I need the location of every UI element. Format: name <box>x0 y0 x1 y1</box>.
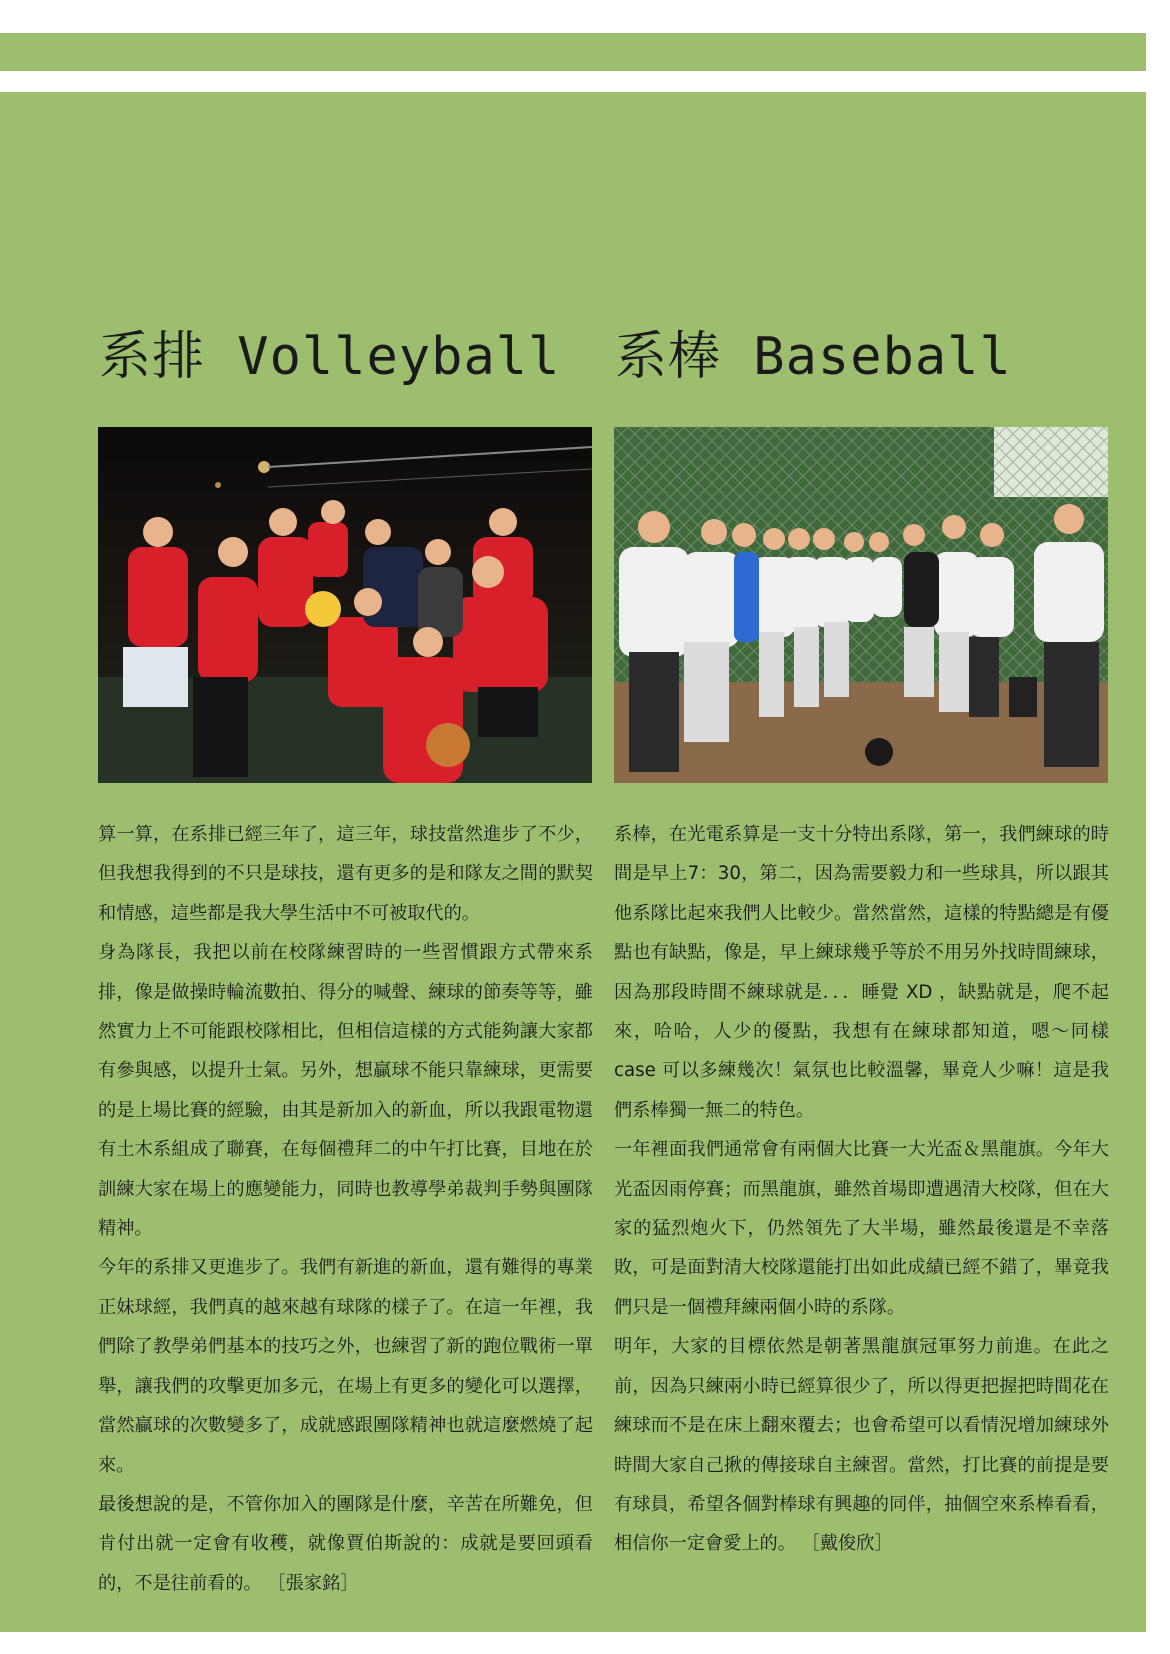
volleyball-paragraph-2: 身為隊長，我把以前在校隊練習時的一些習慣跟方式帶來系排，像是做操時輪流數拍、得分的喊聲、練球的節奏等等，雖然實力上不可能跟校隊相比，但相信這樣的方式能夠讓大家都有參與感，以提升士氣。另外，想贏球不能只靠練球，更需要的是上場比賽的經驗，由其是新加入的新血，所以我跟電物還有土木系組成了聯賽，在每個禮拜二的中午打比賽，目地在於訓練大家在場上的應變能力，同時也教導學弟裁判手勢與團隊精神。 <box>98 942 593 1240</box>
volleyball-paragraph-3: 今年的系排又更進步了。我們有新進的新血，還有難得的專業正妹球經，我們真的越來越有球隊的樣子了。在這一年裡，我們除了教學弟們基本的技巧之外，也練習了新的跑位戰術一單舉，讓我們的攻擊更加多元，在場上有更多的變化可以選擇，當然贏球的次數變多了，成就感跟團隊精神也就這麼燃燒了起來。 <box>98 1257 593 1476</box>
volleyball-paragraph-4: 最後想說的是，不管你加入的團隊是什麼，辛苦在所難免，但肯付出就一定會有收穫，就像賈伯斯說的：成就是要回頭看的，不是往前看的。 ［張家銘］ <box>98 1493 593 1594</box>
baseball-team-photo <box>614 427 1108 783</box>
volleyball-article <box>98 815 593 1603</box>
header-band <box>0 33 1146 71</box>
team-photo-icon <box>614 427 1108 783</box>
baseball-paragraph-3: 明年，大家的目標依然是朝著黑龍旗冠軍努力前進。在此之前，因為只練兩小時已經算很少了，所以得更把握把時間花在練球而不是在床上翻來覆去；也會希望可以看情況增加練球外時間大家自己揪的傳接球自主練習。當然，打比賽的前提是要有球員，希望各個對棒球有興趣的同伴，抽個空來系棒看看，相信你一定會愛上的。 ［戴俊欣］ <box>614 1336 1109 1555</box>
baseball-paragraph-2: 一年裡面我們通常會有兩個大比賽一大光盃＆黑龍旗。今年大光盃因雨停賽；而黑龍旗，雖然首場即遭遇清大校隊，但在大家的猛烈炮火下，仍然領先了大半場，雖然最後還是不幸落敗，可是面對清大校隊還能打出如此成績已經不錯了，畢竟我們只是一個禮拜練兩個小時的系隊。 <box>614 1139 1109 1318</box>
volleyball-team-photo <box>98 427 592 783</box>
baseball-article <box>614 815 1109 1564</box>
baseball-paragraph-1: 系棒，在光電系算是一支十分特出系隊，第一，我們練球的時間是早上7：30，第二，因為需要毅力和一些球具，所以跟其他系隊比起來我們人比較少。當然當然，這樣的特點總是有優點也有缺點，像是，早上練球幾乎等於不用另外找時間練球，因為那段時間不練球就是．．．睡覺 XD ，缺點就是，爬不起來，哈哈，人少的優點，我想有在練球都知道，嗯～同樣 case 可以多練幾次！氣氛也比較溫馨，畢竟人少嘛！這是我們系棒獨一無二的特色。 <box>614 824 1109 1121</box>
team-photo-icon <box>98 427 592 783</box>
volleyball-title: 系排 Volleyball <box>99 327 561 387</box>
volleyball-paragraph-1: 算一算，在系排已經三年了，這三年，球技當然進步了不少，但我想我得到的不只是球技，還有更多的是和隊友之間的默契和情感，這些都是我大學生活中不可被取代的。 <box>98 824 593 924</box>
baseball-title: 系棒 Baseball <box>615 327 1012 387</box>
